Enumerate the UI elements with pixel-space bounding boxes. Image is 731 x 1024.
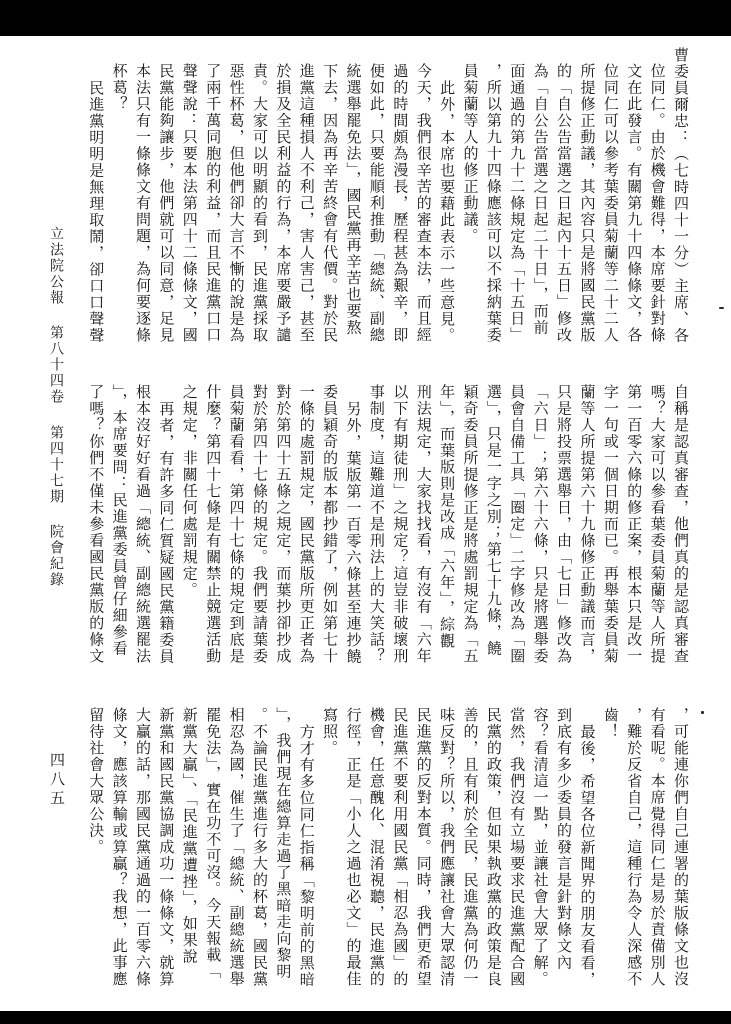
text-column: 新黨大贏」、「民進黨遭挫」，如果說 [180, 707, 199, 965]
text-column: 「六日」；第六十六條，只是將選舉委 [531, 384, 550, 665]
text-column: 過的時間頗為漫長，歷程甚為艱辛，即 [391, 63, 410, 344]
text-column: 再者，有許多同仁質疑國民黨籍委員 [157, 401, 176, 665]
text-column: 只是將投票選舉日，由「七日」修改為 [555, 384, 574, 665]
text-column: 罷免法」，實在功不可沒。今天報載「 [204, 707, 223, 980]
text-column: 當然，我們沒有立場要求民進黨配合國 [508, 707, 527, 988]
text-column: 本法只有一條條文有問題，為何要逐條 [134, 63, 153, 344]
text-column: 了兩千萬同胞的利益，而且民進黨口口 [204, 63, 223, 344]
text-column: 第一百零六條的修正案，根本只是改一 [625, 384, 644, 665]
scan-band-bottom [0, 1011, 731, 1024]
text-column: 民進黨不要利用國民黨「相忍為國」的 [391, 707, 410, 988]
text-column: 聲聲說：只要本法第四十二條條文，國 [180, 63, 199, 344]
text-column: 條文，應該算輸或算贏？我想，此事應 [110, 707, 129, 988]
text-column: ，所以第九十四條應該可以不採納葉委 [484, 63, 503, 344]
scan-band-top [0, 0, 731, 36]
text-column: 委員穎奇的版本都抄錯了，例如第七十 [321, 384, 340, 665]
text-column: 有看呢。本席覺得同仁是易於責備別人 [648, 707, 667, 988]
text-block-3 [84, 691, 692, 993]
text-column: 自稱是認真審查，他們真的是認真審查 [672, 384, 690, 665]
text-column: 文在此發言。有關第九十四條條文，各 [625, 63, 644, 344]
text-column: 於損及全民利益的行為，本席要嚴予譴 [274, 63, 293, 344]
text-column: 字一句或一個日期而已。再舉葉委員菊 [601, 384, 620, 665]
text-column: 味反對？所以，我們應讓社會大眾認清 [438, 707, 457, 988]
text-column: 善的，且有利於全民，民進黨為何仍一 [461, 707, 480, 988]
text-column: 留待社會大眾公決。 [87, 707, 106, 856]
page-number: 四八五 [48, 752, 66, 809]
text-column: 一條的處罰規定，國民黨版所更正者為 [297, 384, 316, 665]
text-column: 之規定，非關任何處罰規定。 [180, 384, 199, 599]
text-column: 為「自公告當選之日起二十日」，而前 [531, 63, 550, 336]
text-column: 杯葛？ [110, 63, 129, 113]
text-column: 面通過的第九十二條規定為「十五日」 [508, 63, 527, 344]
text-column: 民黨能夠讓步，他們就可以同意，足見 [157, 63, 176, 344]
text-column: 的「自公告當選之日起內十五日」修改 [555, 63, 574, 344]
text-column: 另外，葉版第一百零六條甚至連抄饒 [344, 401, 363, 665]
text-column: 到底有多少委員的發言是針對條文內 [555, 707, 574, 971]
text-column: 相忍為國，催生了「總統、副總統選舉 [227, 707, 246, 988]
text-column: 最後，希望各位新聞界的朋友看看， [578, 724, 597, 988]
text-column: 進黨這種損人不利己，害人害己，甚至 [297, 63, 316, 344]
gazette-title: 立法院公報 [48, 226, 64, 306]
text-column: 統選舉罷免法」，國民黨再辛苦也要熬 [344, 63, 363, 336]
text-column: 員菊蘭等人的修正動議。 [461, 63, 480, 245]
text-block-1 [84, 47, 692, 349]
text-column: 員菊蘭看看，第四十七條的規定到底是 [227, 384, 246, 665]
text-column: 了嗎？你們不僅未參看國民黨版的條文 [87, 384, 106, 665]
text-column: 嗎？大家可以參看葉委員菊蘭等人所提 [648, 384, 667, 665]
text-column: 蘭等人所提第六十九條修正動議而言， [578, 384, 597, 665]
text-column: 行徑，正是「小人之過也必文」的最佳 [344, 707, 363, 988]
text-column: 選」，只是一字之別；第七十九條，饒 [484, 384, 503, 657]
text-column: 機會，任意醜化、混淆視聽，民進黨的 [367, 707, 386, 988]
text-column: 方才有多位同仁指稱「黎明前的黑暗 [297, 724, 316, 988]
text-column: 員會自備工具「圈定」二字修改為「圈 [508, 384, 527, 665]
text-column: 大贏的話，那國民黨通過的一百零六條 [134, 707, 153, 988]
text-column: 什麼？第四十七條是有關禁止競選活動 [204, 384, 223, 665]
gazette-issue: 第四十七期 [48, 424, 64, 505]
text-column: 位同仁可以參考葉委員菊蘭等二十二人 [601, 63, 620, 344]
text-column: 對於第四十七條的規定。我們要請葉委 [250, 384, 269, 665]
text-column: 新黨和國民黨協調成功一條條文，就算 [157, 707, 176, 988]
text-column: 此外，本席也要藉此表示一些意見。 [438, 80, 457, 344]
text-column: 事制度，這難道不是刑法上的大笑話？ [367, 384, 386, 665]
text-column: 民進黨明明是無理取鬧，卻口口聲聲 [87, 80, 106, 344]
text-column: 惡性杯葛，但他們卻大言不慚的說是為 [227, 63, 246, 344]
scan-speck [719, 307, 724, 309]
text-column: 便如此，只要能順利推動「總統、副總 [367, 63, 386, 344]
text-column: 齒！ [601, 707, 620, 740]
text-block-2 [84, 368, 692, 670]
text-column: 容？看清這一點，並讓社會大眾了解。 [531, 707, 550, 988]
text-column: 根本沒好好看過「總統、副總統選罷法 [134, 384, 153, 665]
text-column: 民黨的政策，但如果執政黨的政策是良 [484, 707, 503, 988]
text-column: ，可能連你們自己連署的葉版條文也沒 [672, 707, 690, 988]
text-column: 。不論民進黨進行多大的杯葛，國民黨 [250, 707, 269, 988]
text-column: 今天，我們很辛苦的審查本法，而且經 [414, 63, 433, 344]
text-column: 」，本席要問：民進黨委員曾仔細參看 [110, 384, 129, 657]
text-column: 責。大家可以明顯的看到，民進黨採取 [250, 63, 269, 344]
text-column: 所提修正動議，其內容只是將國民黨版 [578, 63, 597, 344]
text-column: 曹委員爾忠：（七時四十一分）主席、各 [672, 47, 690, 344]
scan-speck [701, 711, 704, 714]
text-column: 民進黨的反對本質。同時，我們更希望 [414, 707, 433, 988]
gazette-volume: 第八十四卷 [48, 325, 64, 406]
gazette-section: 院會紀錄 [48, 524, 64, 589]
text-column: 位同仁。由於機會難得，本席要針對條 [648, 63, 667, 344]
text-column: 寫照。 [321, 707, 340, 757]
text-column: 刑法規定，大家找找看，有沒有「六年 [414, 384, 433, 665]
text-column: 對於第四十五條之規定，而葉抄卻抄成 [274, 384, 293, 665]
text-column: 年」，而葉版則是改成「六年」，綜觀 [438, 384, 457, 650]
text-column: 下去，因為再辛苦終會有代價。對於民 [321, 63, 340, 344]
text-column: ，難於反省自己，這種行為令人深感不 [625, 707, 644, 988]
text-column: 穎奇委員所提修正是將處罰規定為「五 [461, 384, 480, 665]
text-column: 以下有期徒刑」之規定？這豈非破壞刑 [391, 384, 410, 665]
text-column: 」，我們現在總算走過了黑暗走向黎明 [274, 707, 293, 980]
